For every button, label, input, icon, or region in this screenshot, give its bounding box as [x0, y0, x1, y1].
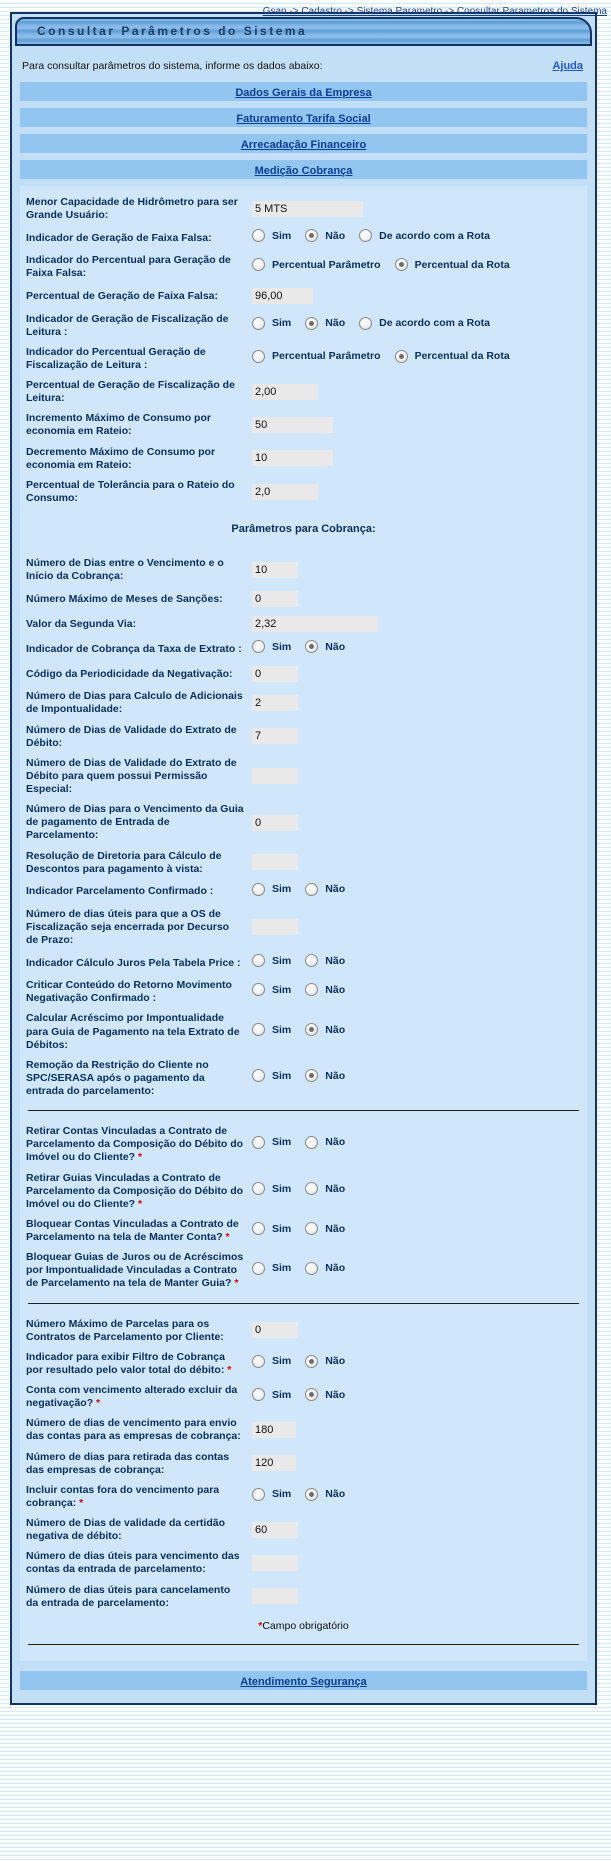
field-control	[244, 854, 581, 872]
field-label: Indicador do Percentual para Geração de Faixa Falsa:	[26, 254, 231, 280]
text-input[interactable]: 0	[252, 666, 298, 682]
required-asterisk: *	[231, 1277, 239, 1290]
radio-label: De acordo com a Rota	[379, 317, 490, 330]
form-row	[26, 954, 581, 972]
radio-option[interactable]	[305, 1355, 345, 1368]
field-control	[244, 416, 581, 434]
field-label: Número de Dias de validade da certidão negativa de débito:	[26, 1517, 225, 1543]
form-subheading: Parâmetros para Cobrança:	[231, 523, 376, 535]
form-row	[26, 979, 581, 1005]
radio-label: Sim	[272, 1182, 292, 1195]
radio-label: Não	[325, 317, 346, 330]
field-control	[244, 728, 581, 746]
radio-label: Não	[325, 1182, 346, 1195]
radio-option[interactable]	[305, 640, 345, 653]
form-row	[26, 379, 581, 405]
radio-selected-icon[interactable]	[305, 1023, 318, 1036]
field-label: Retirar Guias Vinculadas a Contrato de Parcelamento da Composição do Débito do Imóvel ou do Cliente? *	[26, 1171, 244, 1210]
radio-icon[interactable]	[252, 1388, 265, 1401]
radio-selected-icon[interactable]	[305, 1388, 318, 1401]
section-link-dados-gerais[interactable]: Dados Gerais da Empresa	[235, 87, 372, 99]
text-input[interactable]: 0	[252, 591, 298, 607]
page-title-bar	[15, 17, 592, 46]
radio-option[interactable]	[359, 229, 490, 242]
form-row	[26, 1318, 581, 1344]
radio-icon[interactable]	[252, 1023, 265, 1036]
field-label: Número de dias de vencimento para envio das contas para as empresas de cobrança:	[26, 1417, 241, 1443]
radio-icon[interactable]	[305, 1182, 318, 1195]
text-input[interactable]	[252, 919, 298, 935]
radio-icon[interactable]	[305, 983, 318, 996]
radio-option[interactable]	[305, 1182, 345, 1195]
field-control	[244, 1388, 581, 1406]
radio-option[interactable]	[252, 1222, 291, 1235]
field-control	[244, 450, 581, 468]
radio-option[interactable]	[252, 1388, 291, 1401]
radio-option[interactable]	[395, 258, 510, 271]
radio-icon[interactable]	[252, 883, 265, 896]
field-label: Número de dias úteis para cancelamento da entrada de parcelamento:	[26, 1583, 231, 1609]
section-divider	[28, 1303, 579, 1304]
radio-option[interactable]	[305, 1388, 345, 1401]
radio-icon[interactable]	[252, 317, 265, 330]
field-label: Número Máximo de Parcelas para os Contratos de Parcelamento por Cliente:	[26, 1317, 224, 1343]
radio-label: Percentual Parâmetro	[272, 258, 381, 271]
radio-label: Não	[325, 229, 346, 242]
form-row	[26, 1484, 581, 1510]
form-row	[26, 1218, 581, 1244]
form-row	[26, 1172, 581, 1211]
radio-icon[interactable]	[252, 1136, 265, 1149]
radio-icon[interactable]	[252, 954, 265, 967]
radio-selected-icon[interactable]	[305, 1069, 318, 1082]
radio-selected-icon[interactable]	[305, 1488, 318, 1501]
field-control	[244, 1421, 581, 1439]
radio-option[interactable]	[305, 1023, 345, 1036]
form-row	[26, 1059, 581, 1098]
text-input[interactable]: 2,0	[252, 484, 318, 500]
text-input[interactable]: 2,32	[252, 616, 378, 632]
text-input[interactable]: 7	[252, 728, 298, 744]
field-control	[244, 665, 581, 683]
radio-label: Não	[325, 1355, 346, 1368]
field-label: Número de Dias de Validade do Extrato de Débito para quem possui Permissão Especial:	[26, 756, 237, 795]
breadcrumb-bar	[0, 0, 607, 17]
radio-label: Não	[325, 883, 346, 896]
form-row	[26, 196, 581, 222]
field-control	[244, 317, 581, 335]
form-row	[26, 1125, 581, 1164]
radio-selected-icon[interactable]	[305, 1355, 318, 1368]
radio-option[interactable]	[359, 317, 490, 330]
field-label: Número Máximo de Meses de Sanções:	[26, 592, 223, 605]
form-row	[26, 229, 581, 247]
field-label: Percentual de Geração de Faixa Falsa:	[26, 289, 219, 302]
radio-option[interactable]	[252, 1069, 291, 1082]
radio-selected-icon[interactable]	[305, 317, 318, 330]
radio-label: Não	[325, 1069, 346, 1082]
radio-option[interactable]	[252, 1488, 291, 1501]
radio-icon[interactable]	[305, 883, 318, 896]
form-row	[26, 557, 581, 583]
field-label: Incluir contas fora do vencimento para cobrança: *	[26, 1483, 220, 1509]
field-control	[244, 1554, 581, 1572]
text-input[interactable]: 50	[252, 417, 333, 433]
radio-label: Não	[325, 954, 346, 967]
radio-option[interactable]	[252, 258, 381, 271]
radio-label: Percentual da Rota	[414, 350, 510, 363]
field-control	[244, 983, 581, 1001]
form-row	[26, 1584, 581, 1610]
form-row	[26, 590, 581, 608]
medicao-cobranca-form	[20, 186, 587, 1661]
radio-option[interactable]	[252, 1182, 291, 1195]
field-control	[244, 483, 581, 501]
radio-label: Sim	[272, 317, 292, 330]
field-control	[244, 640, 581, 658]
radio-label: Sim	[272, 1355, 292, 1368]
text-input[interactable]: 96,00	[252, 288, 313, 304]
field-control	[244, 918, 581, 936]
radio-label: Não	[325, 1488, 346, 1501]
radio-label: Sim	[272, 883, 292, 896]
radio-selected-icon[interactable]	[305, 229, 318, 242]
required-asterisk: *	[93, 1397, 101, 1410]
field-label: Bloquear Guias de Juros ou de Acréscimos por Impontualidade Vinculadas a Contrato de Parcelamento na tela de Manter Guia? *	[26, 1251, 244, 1290]
form-row	[26, 1517, 581, 1543]
radio-option[interactable]	[252, 1262, 291, 1275]
radio-label: Percentual da Rota	[414, 258, 510, 271]
radio-option[interactable]	[305, 1069, 345, 1082]
form-row	[26, 254, 581, 280]
field-control	[244, 883, 581, 901]
radio-icon[interactable]	[359, 317, 372, 330]
field-label: Percentual de Geração de Fiscalização de Leitura:	[26, 379, 235, 405]
form-row	[26, 346, 581, 372]
text-input[interactable]: 0	[252, 1322, 298, 1338]
form-row	[26, 313, 581, 339]
radio-option[interactable]	[305, 317, 345, 330]
field-control	[244, 229, 581, 247]
field-label: Indicador de Geração de Faixa Falsa:	[26, 231, 212, 244]
form-row	[26, 1351, 581, 1377]
field-label: Valor da Segunda Via:	[26, 617, 137, 630]
field-label: Número de dias úteis para que a OS de Fiscalização seja encerrada por Decurso de Prazo:	[26, 907, 230, 946]
field-control	[244, 1488, 581, 1506]
radio-option[interactable]	[305, 229, 345, 242]
radio-label: Não	[325, 640, 346, 653]
section-bar-faturamento[interactable]	[20, 108, 587, 127]
section-link-atendimento-seguranca[interactable]: Atendimento Segurança	[240, 1675, 367, 1688]
field-label: Indicador para exibir Filtro de Cobrança por resultado pelo valor total do débito: *	[26, 1350, 232, 1376]
radio-option[interactable]	[252, 1136, 291, 1149]
radio-option[interactable]	[305, 983, 345, 996]
form-row	[26, 1550, 581, 1576]
field-label: Número de Dias entre o Vencimento e o Início da Cobrança:	[26, 557, 224, 583]
form-row	[26, 479, 581, 505]
field-label: Menor Capacidade de Hidrômetro para ser Grande Usuário:	[26, 196, 238, 222]
radio-label: Sim	[272, 1069, 292, 1082]
field-control	[244, 814, 581, 832]
field-label: Número de dias para retirada das contas das empresas de cobrança:	[26, 1450, 230, 1476]
radio-label: Sim	[272, 1488, 292, 1501]
form-row	[26, 908, 581, 947]
text-input[interactable]	[252, 1588, 298, 1604]
field-control	[244, 1023, 581, 1041]
field-control	[244, 258, 581, 276]
text-input[interactable]: 5 MTS	[252, 201, 363, 217]
field-control	[244, 1588, 581, 1606]
radio-icon[interactable]	[305, 954, 318, 967]
field-control	[244, 200, 581, 218]
radio-option[interactable]	[252, 229, 291, 242]
radio-option[interactable]	[305, 1262, 345, 1275]
required-asterisk: *	[258, 1619, 263, 1632]
radio-label: Sim	[272, 1023, 292, 1036]
section-divider	[28, 1644, 579, 1645]
field-label: Indicador do Percentual Geração de Fiscalização de Leitura :	[26, 345, 206, 371]
form-row	[26, 288, 581, 306]
radio-label: Sim	[272, 1136, 292, 1149]
radio-icon[interactable]	[252, 1262, 265, 1275]
radio-label: Não	[325, 1388, 346, 1401]
required-asterisk: *	[135, 1197, 143, 1210]
field-label: Indicador Parcelamento Confirmado :	[26, 885, 214, 898]
radio-icon[interactable]	[305, 1136, 318, 1149]
radio-option[interactable]	[395, 350, 510, 363]
field-control	[244, 590, 581, 608]
text-input[interactable]: 60	[252, 1522, 298, 1538]
radio-label: Sim	[272, 229, 292, 242]
field-label: Percentual de Tolerância para o Rateio do Consumo:	[26, 478, 235, 504]
required-asterisk: *	[135, 1151, 143, 1164]
radio-icon[interactable]	[305, 1222, 318, 1235]
section-bar-arrecadacao[interactable]	[20, 134, 587, 153]
field-label: Número de Dias para o Vencimento da Guia de pagamento de Entrada de Parcelamento:	[26, 803, 244, 842]
text-input[interactable]	[252, 768, 298, 784]
field-control	[244, 1222, 581, 1240]
field-control	[244, 615, 581, 633]
section-bar-atendimento-seguranca[interactable]	[20, 1671, 587, 1690]
field-label: Retirar Contas Vinculadas a Contrato de Parcelamento da Composição do Débito do Imóvel ou do Cliente? *	[26, 1125, 244, 1164]
field-control	[244, 1521, 581, 1539]
radio-option[interactable]	[252, 883, 291, 896]
required-note: *Campo obrigatório	[258, 1619, 349, 1632]
field-label: Conta com vencimento alterado excluir da negativação? *	[26, 1384, 238, 1410]
field-control	[244, 1262, 581, 1280]
section-link-arrecadacao[interactable]: Arrecadação Financeiro	[240, 139, 367, 151]
text-input[interactable]: 10	[252, 562, 298, 578]
radio-icon[interactable]	[252, 229, 265, 242]
radio-selected-icon[interactable]	[305, 640, 318, 653]
field-control	[244, 1322, 581, 1340]
form-row	[26, 850, 581, 876]
field-control	[244, 288, 581, 306]
form-row	[26, 640, 581, 658]
breadcrumb[interactable]: Gsan -> Cadastro -> Sistema Parametro -> Consultar Parametros do Sistema	[262, 6, 607, 17]
field-label: Incremento Máximo de Consumo por economia em Rateio:	[26, 412, 211, 438]
radio-label: Sim	[272, 954, 292, 967]
section-divider	[28, 1110, 579, 1111]
field-control	[244, 694, 581, 712]
radio-icon[interactable]	[252, 1355, 265, 1368]
text-input[interactable]: 120	[252, 1455, 296, 1471]
form-row	[26, 1012, 581, 1051]
form-row	[26, 690, 581, 716]
field-label: Indicador de Geração de Fiscalização de Leitura :	[26, 312, 229, 338]
form-row	[26, 1384, 581, 1410]
radio-icon[interactable]	[359, 229, 372, 242]
radio-option[interactable]	[252, 1023, 291, 1036]
radio-selected-icon[interactable]	[395, 350, 408, 363]
field-label: Criticar Conteúdo do Retorno Movimento Negativação Confirmado :	[26, 979, 232, 1005]
radio-icon[interactable]	[252, 1182, 265, 1195]
radio-label: Sim	[272, 640, 292, 653]
radio-label: Percentual Parâmetro	[272, 350, 381, 363]
text-input[interactable]	[252, 1555, 298, 1571]
section-link-medicao-cobranca[interactable]: Medição Cobrança	[254, 165, 353, 177]
text-input[interactable]	[252, 854, 298, 870]
radio-icon[interactable]	[252, 1488, 265, 1501]
radio-label: Não	[325, 1136, 346, 1149]
field-label: Número de Dias para Calculo de Adicionais de Impontualidade:	[26, 690, 243, 716]
field-label: Código da Periodicidade da Negativação:	[26, 667, 233, 680]
radio-icon[interactable]	[252, 1069, 265, 1082]
radio-option[interactable]	[252, 350, 381, 363]
form-row	[26, 724, 581, 750]
main-window	[10, 12, 597, 1705]
radio-icon[interactable]	[305, 1262, 318, 1275]
field-control	[244, 1455, 581, 1473]
field-control	[244, 1182, 581, 1200]
required-asterisk: *	[76, 1496, 84, 1509]
form-row	[26, 446, 581, 472]
radio-selected-icon[interactable]	[395, 258, 408, 271]
radio-option[interactable]	[305, 954, 345, 967]
text-input[interactable]: 2,00	[252, 384, 318, 400]
field-label: Número de Dias de Validade do Extrato de Débito:	[26, 723, 237, 749]
page-title: Consultar Parâmetros do Sistema	[37, 24, 308, 38]
form-row	[26, 1251, 581, 1290]
radio-option[interactable]	[305, 883, 345, 896]
radio-option[interactable]	[305, 1136, 345, 1149]
help-link[interactable]: Ajuda	[552, 60, 583, 72]
radio-option[interactable]	[252, 1355, 291, 1368]
field-label: Indicador Cálculo Juros Pela Tabela Price :	[26, 956, 241, 969]
radio-label: Sim	[272, 983, 292, 996]
form-row	[26, 412, 581, 438]
field-label: Número de dias úteis para vencimento das contas da entrada de parcelamento:	[26, 1550, 240, 1576]
radio-label: Não	[325, 983, 346, 996]
field-control	[244, 383, 581, 401]
section-link-faturamento[interactable]: Faturamento Tarifa Social	[236, 113, 371, 125]
radio-option[interactable]	[252, 954, 291, 967]
form-row	[26, 615, 581, 633]
field-label: Indicador de Cobrança da Taxa de Extrato :	[26, 642, 242, 655]
radio-option[interactable]	[252, 640, 291, 653]
radio-label: Não	[325, 1262, 346, 1275]
radio-label: Não	[325, 1023, 346, 1036]
radio-icon[interactable]	[252, 983, 265, 996]
radio-option[interactable]	[305, 1488, 345, 1501]
radio-icon[interactable]	[252, 350, 265, 363]
field-control	[244, 767, 581, 785]
intro-row	[22, 60, 585, 72]
field-label: Remoção da Restrição do Cliente no SPC/SERASA após o pagamento da entrada do parcelamento:	[26, 1058, 209, 1097]
form-row	[26, 803, 581, 842]
radio-label: Sim	[272, 1262, 292, 1275]
radio-label: Sim	[272, 1222, 292, 1235]
text-input[interactable]: 10	[252, 450, 333, 466]
radio-label: De acordo com a Rota	[379, 229, 490, 242]
text-input[interactable]: 2	[252, 695, 298, 711]
section-bar-medicao-cobranca[interactable]	[20, 160, 587, 179]
field-control	[244, 350, 581, 368]
field-control	[244, 1355, 581, 1373]
field-control	[244, 954, 581, 972]
section-bar-dados-gerais[interactable]	[20, 82, 587, 101]
radio-icon[interactable]	[252, 1222, 265, 1235]
radio-label: Sim	[272, 1388, 292, 1401]
form-rows	[26, 196, 581, 1645]
field-label: Calcular Acréscimo por Impontualidade para Guia de Pagamento na tela Extrato de Débitos:	[26, 1012, 240, 1051]
form-row	[26, 665, 581, 683]
radio-icon[interactable]	[252, 258, 265, 271]
form-row	[26, 757, 581, 796]
text-input[interactable]: 0	[252, 815, 298, 831]
field-control	[244, 1069, 581, 1087]
field-label: Bloquear Contas Vinculadas a Contrato de Parcelamento na tela de Manter Conta? *	[26, 1217, 239, 1243]
radio-option[interactable]	[252, 317, 291, 330]
form-row	[26, 1417, 581, 1443]
radio-option[interactable]	[252, 983, 291, 996]
required-asterisk: *	[222, 1231, 230, 1243]
field-control	[244, 561, 581, 579]
form-row	[26, 1451, 581, 1477]
form-row	[26, 883, 581, 901]
radio-label: Não	[325, 1222, 346, 1235]
field-label: Decremento Máximo de Consumo por economia em Rateio:	[26, 445, 216, 471]
radio-icon[interactable]	[252, 640, 265, 653]
radio-option[interactable]	[305, 1222, 345, 1235]
field-control	[244, 1136, 581, 1154]
required-asterisk: *	[224, 1363, 232, 1376]
field-label: Resolução de Diretoria para Cálculo de Descontos para pagamento à vista:	[26, 849, 222, 875]
text-input[interactable]: 180	[252, 1422, 296, 1438]
intro-text: Para consultar parâmetros do sistema, informe os dados abaixo:	[22, 60, 323, 72]
